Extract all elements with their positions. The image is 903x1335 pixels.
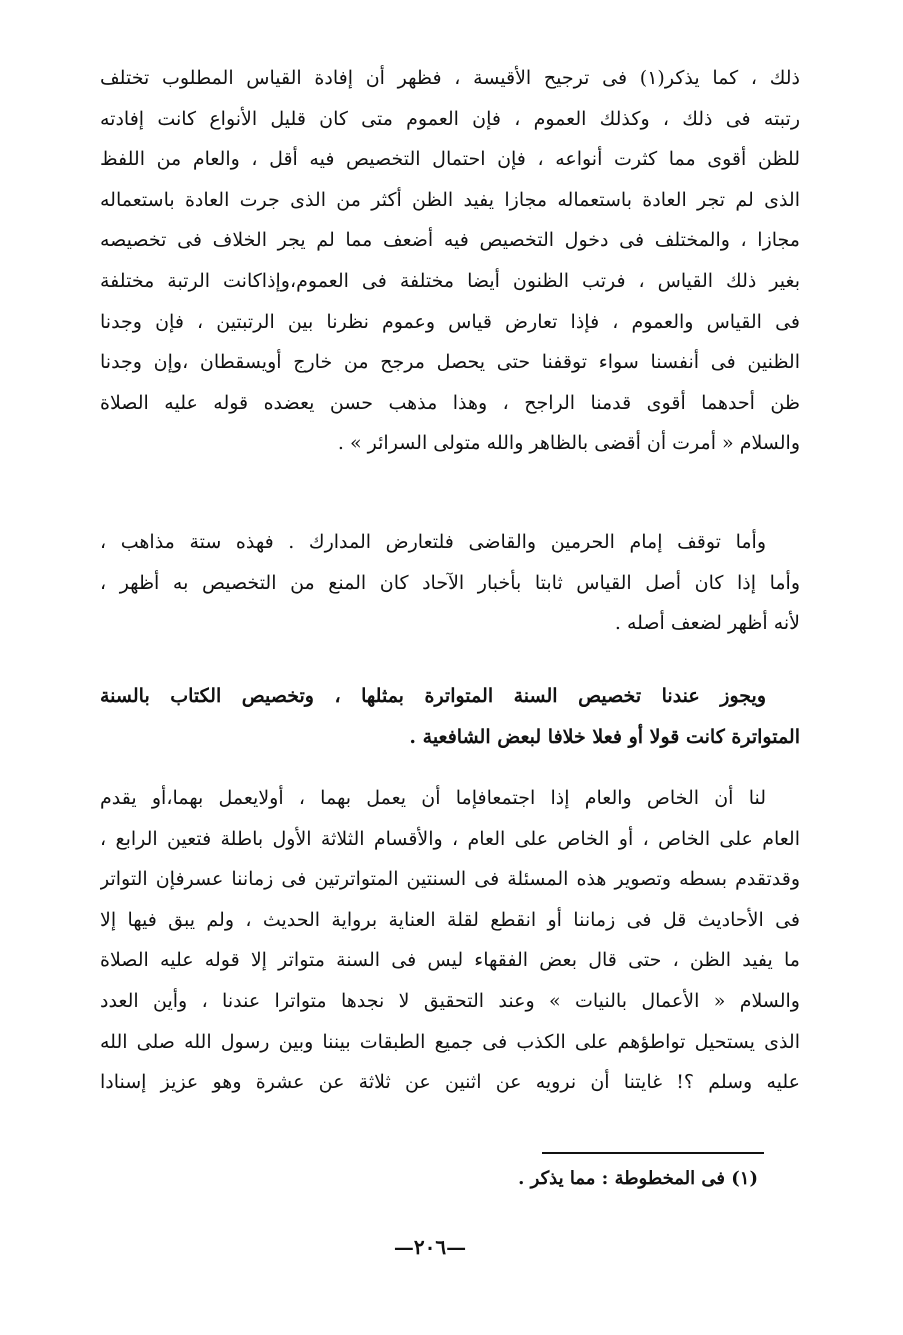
paragraph-4 bbox=[100, 778, 800, 1103]
text-line: للظن أقوى مما كثرت أنواعه ، فإن احتمال التخصيص فيه أقل ، والعام من اللفظ bbox=[100, 148, 800, 171]
text-line: العام على الخاص ، أو الخاص على العام ، والأقسام الثلاثة الأول باطلة فتعين الرابع ، bbox=[100, 827, 800, 850]
paragraph-3 bbox=[100, 676, 800, 757]
text-line: ظن أحدهما أقوى قدمنا الراجح ، وهذا مذهب حسن يعضده قوله عليه الصلاة bbox=[100, 391, 800, 414]
text-line: بغير ذلك القياس ، فرتب الظنون أيضا مختلفة فى العموم،وإذاكانت الرتبة مختلفة bbox=[100, 269, 800, 292]
text-line: وأما توقف إمام الحرمين والقاضى فلتعارض المدارك . فهذه ستة مذاهب ، bbox=[100, 531, 766, 553]
text-line: رتبته فى ذلك ، وكذلك العموم ، فإن العموم متى كان قليل الأنواع كانت إفادته bbox=[100, 107, 800, 130]
text-line: عليه وسلم ؟! غايتنا أن نرويه عن اثنين عن ثلاثة عن عشرة وهو عزيز إسنادا bbox=[100, 1071, 800, 1094]
footnote: (١) فى المخطوطة : مما يذكر . bbox=[518, 1168, 758, 1189]
paragraph-1 bbox=[100, 58, 800, 464]
text-line: الذى لم تجر العادة باستعماله مجازا يفيد الظن أكثر من الذى جرت العادة باستعماله bbox=[100, 188, 800, 211]
text-line: ذلك ، كما يذكر(١) فى ترجيح الأقيسة ، فظهر أن إفادة القياس المطلوب تختلف bbox=[100, 67, 800, 89]
text-line: لنا أن الخاص والعام إذا اجتمعافإما أن يعمل بهما ، أولايعمل بهما،أو يقدم bbox=[100, 787, 766, 809]
text-line: وأما إذا كان أصل القياس ثابتا بأخبار الآحاد كان المنع من التخصيص به أظهر ، bbox=[100, 571, 800, 594]
text-line: الذى يستحيل تواطؤهم على الكذب فى جميع الطبقات بيننا وبين رسول الله صلى الله bbox=[100, 1030, 800, 1053]
paragraph-2 bbox=[100, 522, 800, 644]
text-line: ما يفيد الظن ، حتى قال بعض الفقهاء ليس فى السنة متواتر إلا قوله عليه الصلاة bbox=[100, 949, 800, 972]
text-line: فى القياس والعموم ، فإذا تعارض قياس وعموم نظرنا بين الرتبتين ، فإن وجدنا bbox=[100, 310, 800, 333]
text-line: والسلام « الأعمال بالنيات » وعند التحقيق لا نجدها متواترا عندنا ، وأين العدد bbox=[100, 989, 800, 1012]
footnote-divider bbox=[542, 1152, 764, 1154]
text-line: الظنين فى أنفسنا سواء توقفنا حتى يحصل مرجح من خارج أويسقطان ،وإن وجدنا bbox=[100, 351, 800, 374]
page-number: —٢٠٦— bbox=[393, 1235, 467, 1259]
text-line: والسلام « أمرت أن أقضى بالظاهر والله متولى السرائر » . bbox=[337, 432, 800, 455]
text-line: لأنه أظهر لضعف أصله . bbox=[614, 612, 800, 635]
text-line: المتواترة كانت قولا أو فعلا خلافا لبعض الشافعية . bbox=[409, 725, 800, 748]
text-line: وقدتقدم بسطه وتصوير هذه المسئلة فى السنتين المتواترتين فى زماننا عسرفإن التواتر bbox=[100, 868, 800, 891]
text-line: فى الأحاديث قل فى زماننا أو انقطع لقلة العناية برواية الحديث ، ولم يبق فيها إلا bbox=[100, 908, 800, 931]
text-line: ويجوز عندنا تخصيص السنة المتواترة بمثلها ، وتخصيص الكتاب بالسنة bbox=[100, 685, 766, 707]
text-line: مجازا ، والمختلف فى دخول التخصيص فيه أضعف مما لم يجر الخلاف فى تخصيصه bbox=[100, 229, 800, 252]
